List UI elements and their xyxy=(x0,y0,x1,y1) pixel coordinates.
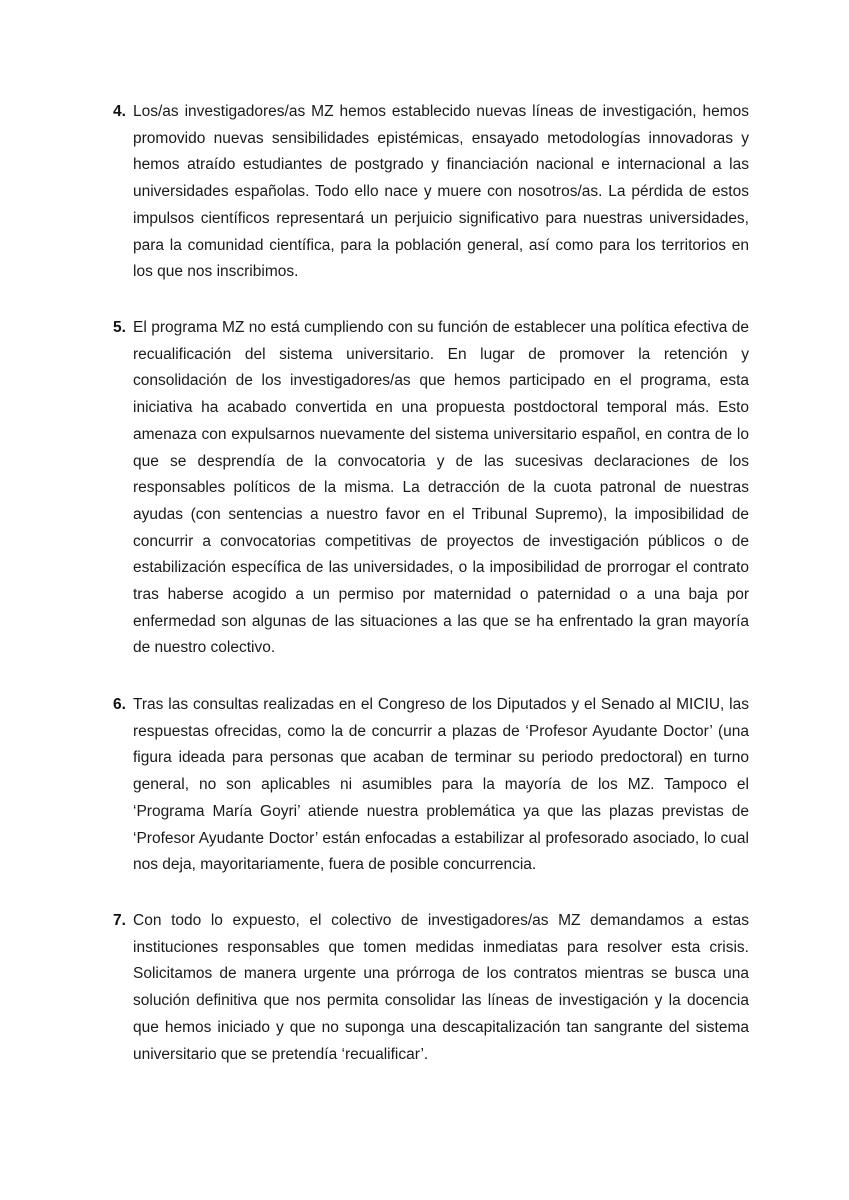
paragraph-text: El programa MZ no está cumpliendo con su función de establecer una política efectiva de recualificación del sistema universitario. En lugar de promover la retención y consolidación de los investigadores/as que hemos participado en el programa, esta iniciativa ha acabado convertida en una propuesta postdoctoral temporal más. Esto amenaza con expulsarnos nuevamente del sistema universitario español, en contra de lo que se desprendía de la convocatoria y de las sucesivas declaraciones de los responsables políticos de la misma. La detracción de la cuota patronal de nuestras ayudas (con sentencias a nuestro favor en el Tribunal Supremo), la imposibilidad de concurrir a convocatorias competitivas de proyectos de investigación públicos o de estabilización específica de las universidades, o la imposibilidad de prorrogar el contrato tras haberse acogido a un permiso por maternidad o paternidad o a una baja por enfermedad son algunas de las situaciones a las que se ha enfrentado la gran mayoría de nuestro colectivo. xyxy=(133,319,749,657)
paragraph-text: Tras las consultas realizadas en el Congreso de los Diputados y el Senado al MICIU, las respuestas ofrecidas, como la de concurrir a plazas de ‘Profesor Ayudante Doctor’ (una figura ideada para personas que acaban de terminar su periodo predoctoral) en turno general, no son aplicables ni asumibles para la mayoría de los MZ. Tampoco el ‘Programa María Goyri’ atiende nuestra problemática ya que las plazas previstas de ‘Profesor Ayudante Doctor’ están enfocadas a estabilizar al profesorado asociado, lo cual nos deja, mayoritariamente, fuera de posible concurrencia. xyxy=(133,696,749,874)
paragraph-number: 6. xyxy=(113,696,126,713)
numbered-paragraph-4 xyxy=(113,99,749,286)
paragraph-text: Con todo lo expuesto, el colectivo de investigadores/as MZ demandamos a estas instituciones responsables que tomen medidas inmediatas para resolver esta crisis. Solicitamos de manera urgente una prórroga de los contratos mientras se busca una solución definitiva que nos permita consolidar las líneas de investigación y la docencia que hemos iniciado y que no suponga una descapitalización tan sangrante del sistema universitario que se pretendía ‘recualificar’. xyxy=(133,912,749,1063)
numbered-paragraph-6 xyxy=(113,692,749,879)
paragraph-number: 4. xyxy=(113,103,126,120)
paragraph-text: Los/as investigadores/as MZ hemos establecido nuevas líneas de investigación, hemos promovido nuevas sensibilidades epistémicas, ensayado metodologías innovadoras y hemos atraído estudiantes de postgrado y financiación nacional e internacional a las universidades españolas. Todo ello nace y muere con nosotros/as. La pérdida de estos impulsos científicos representará un perjuicio significativo para nuestras universidades, para la comunidad científica, para la población general, así como para los territorios en los que nos inscribimos. xyxy=(133,103,749,281)
paragraph-number: 5. xyxy=(113,319,126,336)
numbered-paragraph-5 xyxy=(113,315,749,662)
numbered-paragraph-7 xyxy=(113,908,749,1068)
paragraph-number: 7. xyxy=(113,912,126,929)
